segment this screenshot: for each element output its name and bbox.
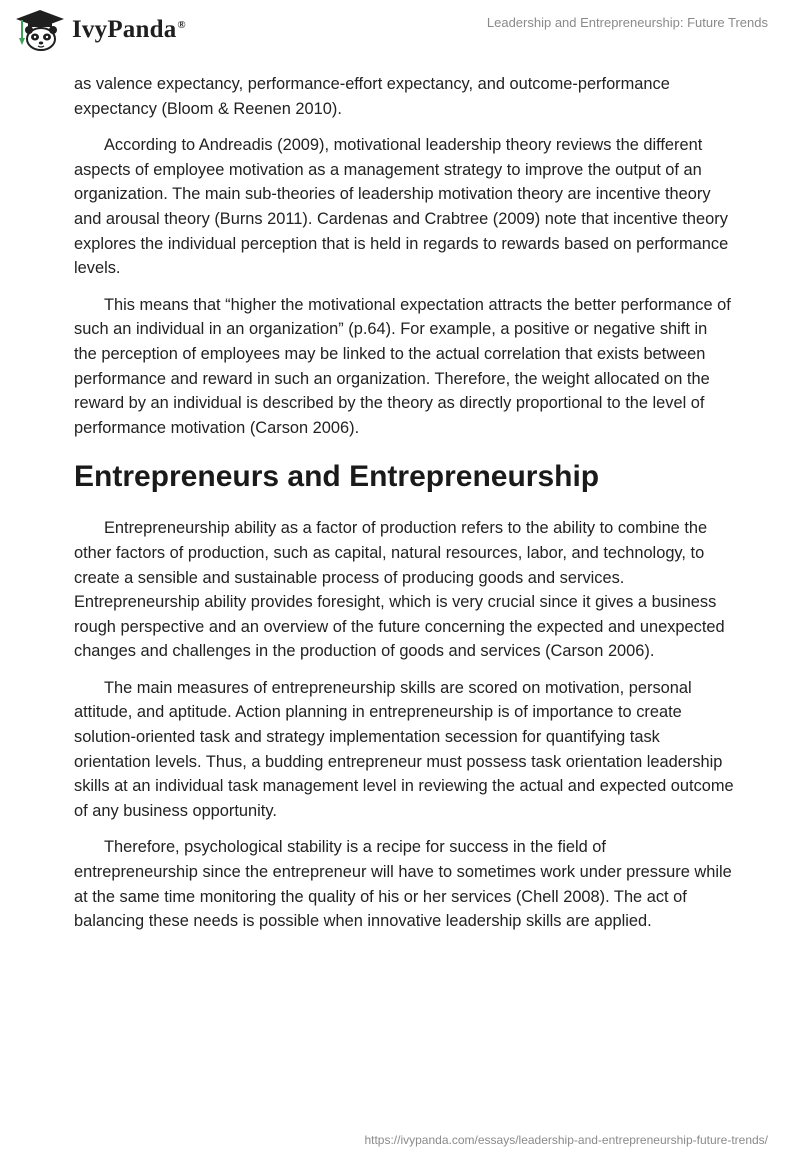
paragraph: as valence expectancy, performance-effort expectancy, and outcome-performance expectancy (Bloom & Reenen 2010).: [74, 75, 670, 118]
paragraph: Therefore, psychological stability is a recipe for success in the field of entrepreneurship since the entrepreneur will have to sometimes work under pressure while at the same time monitoring the quality of his or her services (Chell 2008). The act of balancing these needs is possible when innovative leadership skills are applied.: [74, 838, 732, 931]
brand-name: IvyPanda®: [72, 16, 186, 43]
paragraph: According to Andreadis (2009), motivational leadership theory reviews the different aspects of employee motivation as a management strategy to improve the output of an organization. The main sub-theories of leadership motivation theory are incentive theory and arousal theory (Burns 2011). Cardenas and Crabtree (2009) note that incentive theory explores the individual perception that is held in regards to rewards based on performance levels.: [74, 136, 729, 278]
panda-graduate-icon: [14, 8, 66, 52]
source-url-link[interactable]: https://ivypanda.com/essays/leadership-and-entrepreneurship-future-trends/: [364, 1133, 768, 1147]
paragraph: This means that “higher the motivational expectation attracts the better performance of such an individual in an organization” (p.64). For example, a positive or negative shift in the perception of employees may be linked to the actual correlation that exists between performance and reward in such an organization. Therefore, the weight allocated on the reward by an individual is described by the theory as directly proportional to the level of performance motivation (Carson 2006).: [74, 295, 731, 437]
ivypanda-logo[interactable]: [14, 8, 186, 52]
page-header: [0, 0, 800, 70]
section-heading: Entrepreneurs and Entrepreneurship: [74, 460, 600, 494]
document-title: Leadership and Entrepreneurship: Future Trends: [486, 15, 768, 30]
paragraph: Entrepreneurship ability as a factor of production refers to the ability to combine the other factors of production, such as capital, natural resources, labor, and technology, to create a sensible and sustainable process of producing goods and services. Entrepreneurship ability provides foresight, which is very crucial since it gives a business rough perspective and an overview of the future concerning the expected and unexpected changes and challenges in the production of goods and services (Carson 2006).: [74, 519, 725, 661]
registered-mark: ®: [177, 18, 186, 31]
paragraph: The main measures of entrepreneurship skills are scored on motivation, personal attitude, and aptitude. Action planning in entrepreneurship is of importance to create solution-oriented task and strategy implementation secession for quantifying task orientation levels. Thus, a budding entrepreneur must possess task orientation leadership skills at an individual task management level in reviewing the actual and expected outcome of any business opportunity.: [74, 678, 734, 820]
essay-body: [74, 72, 734, 946]
